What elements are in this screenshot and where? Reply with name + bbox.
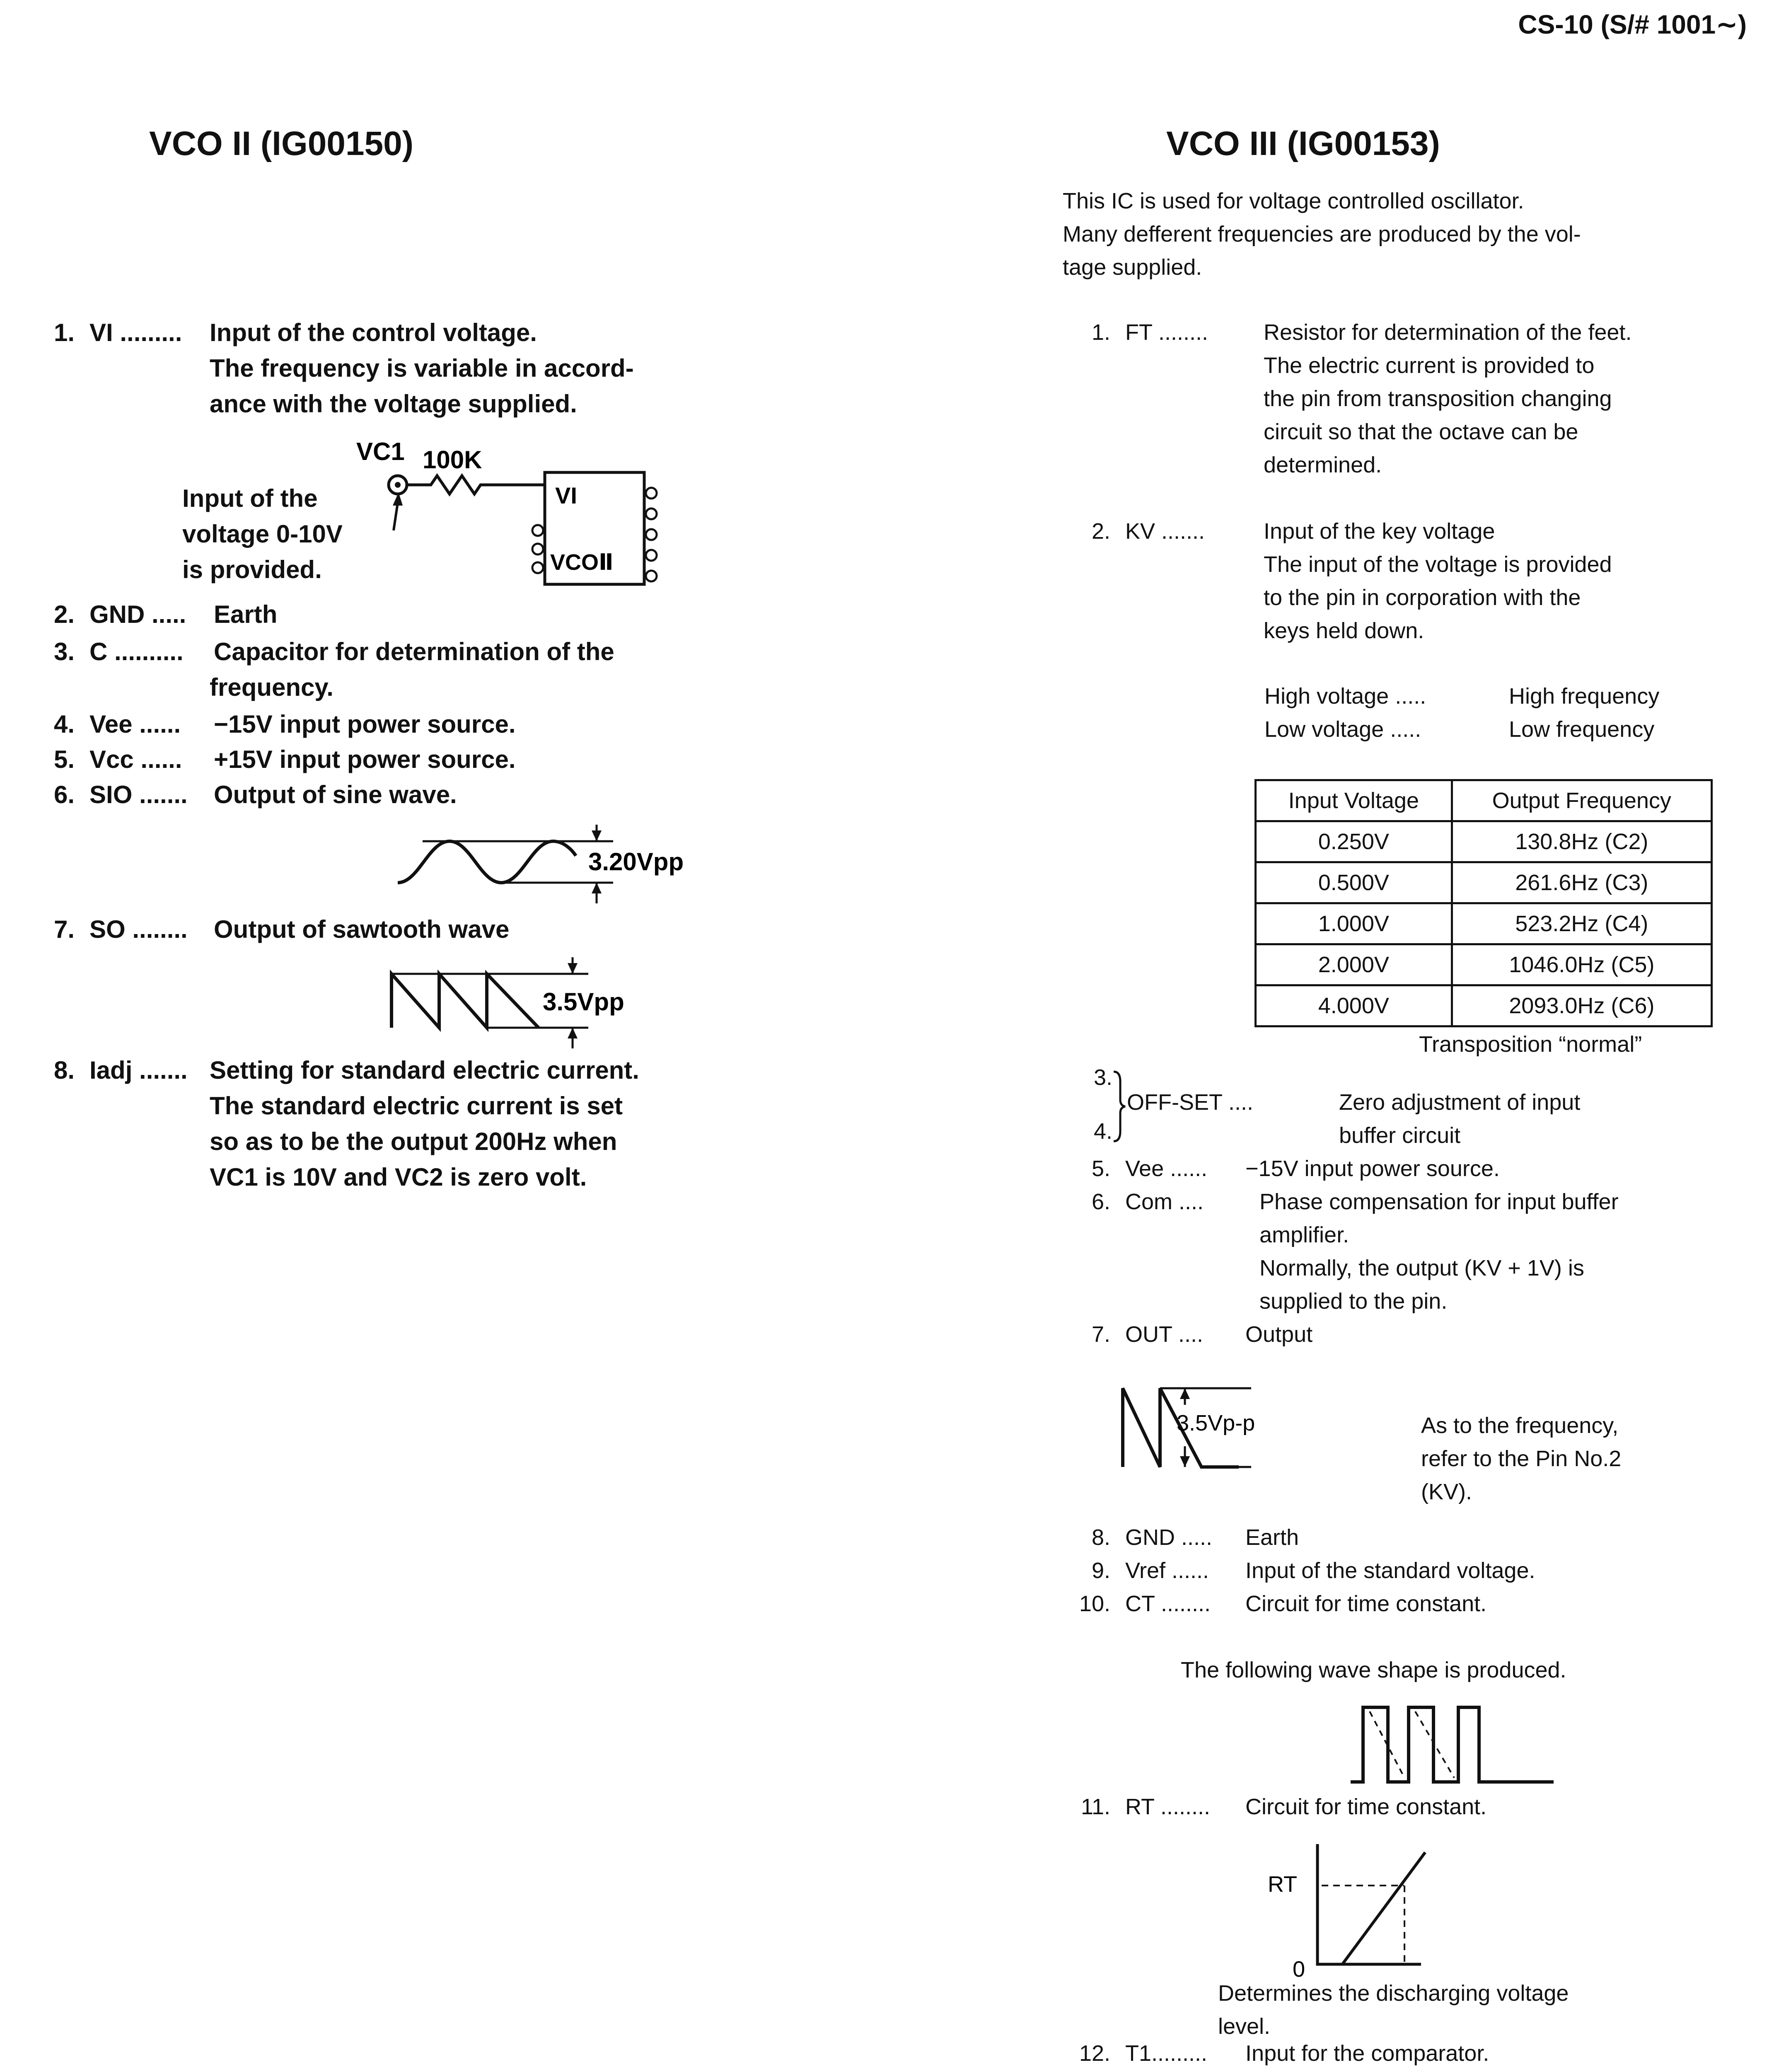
sine-wave-diagram xyxy=(389,825,721,916)
wave-shape-note: The following wave shape is produced. xyxy=(1181,1658,1566,1682)
table-row: 0.250V 130.8Hz (C2) xyxy=(1256,821,1712,862)
offset-brace xyxy=(1111,1069,1128,1144)
chip-name-label: VCOⅡ xyxy=(550,550,614,575)
vco3-pin-6-desc: Phase compensation for input buffer amplifier. Normally, the output (KV + 1V) is supplied to the pin. xyxy=(1259,1189,1619,1314)
input-voltage-note: Input of the voltage 0-10V is provided. xyxy=(182,484,343,583)
table-header-row xyxy=(1256,780,1712,821)
table-row: 2.000V 1046.0Hz (C5) xyxy=(1256,944,1712,985)
table-row: 0.500V 261.6Hz (C3) xyxy=(1256,862,1712,903)
rt-graph xyxy=(1259,1840,1491,1981)
vco2-pin-3-desc-2: frequency. xyxy=(210,673,334,701)
vco2-pin-1-desc: Input of the control voltage. The frequency is variable in accord- ance with the voltage supplied. xyxy=(210,319,634,418)
vco2-pin-1: 1. VI ......... xyxy=(53,319,182,346)
vco3-pin-7: 7. OUT .... Output xyxy=(1091,1322,1313,1347)
vco3-pin-12: 12. T1......... Input for the comparator. xyxy=(1079,2041,1489,2066)
sawtooth-amplitude-label: 3.5Vpp xyxy=(543,988,624,1016)
rt-axis-label: RT xyxy=(1268,1872,1298,1897)
vco3-pin-11: 11. RT ........ Circuit for time constant. xyxy=(1080,1794,1487,1819)
vco2-pin-8-desc: Setting for standard electric current. The standard electric current is set so as to be the output 200Hz when VC1 is 10V and VC2 is zero volt. xyxy=(210,1056,639,1191)
vc1-label: VC1 xyxy=(356,438,405,465)
vco3-pin-1: 1. FT ........ xyxy=(1091,320,1209,345)
vco2-pin-6: 6. SIO ....... Output of sine wave. xyxy=(53,781,457,808)
vco2-pin-5: 5. Vcc ...... +15V input power source. xyxy=(53,746,516,773)
sine-amplitude-label: 3.20Vpp xyxy=(588,848,684,876)
table-row: 4.000V 2093.0Hz (C6) xyxy=(1256,985,1712,1026)
resistor-label: 100K xyxy=(423,446,482,474)
offset-name: OFF-SET .... xyxy=(1127,1090,1254,1115)
vco3-pin-6: 6. Com .... xyxy=(1091,1189,1204,1214)
vco2-pin-4: 4. Vee ...... −15V input power source. xyxy=(53,710,516,738)
vco2-input-circuit xyxy=(348,431,688,588)
high-low-voltage: High voltage ..... High frequency Low voltage ..... Low frequency xyxy=(1264,684,1660,742)
vco3-title: VCO III (IG00153) xyxy=(1166,125,1440,162)
out-frequency-note: As to the frequency, refer to the Pin No.2 (KV). xyxy=(1421,1413,1622,1504)
vco3-pin-12-line2 xyxy=(1259,2070,1603,2072)
vco3-pin-2: 2. KV ....... xyxy=(1091,519,1205,544)
vco3-pin-9: 9. Vref ...... Input of the standard voltage. xyxy=(1091,1558,1535,1583)
chip-pin-vi-label: VI xyxy=(555,482,577,508)
table-header: Output Frequency xyxy=(1452,780,1711,821)
vco3-pin-1-desc: Resistor for determination of the feet. The electric current is provided to the pin from transposition changing circuit so that the octave can be determined. xyxy=(1264,320,1632,477)
offset-num-3: 3. xyxy=(1094,1065,1113,1090)
vco2-title: VCO II (IG00150) xyxy=(149,125,414,162)
rt-note: Determines the discharging voltage level. xyxy=(1218,1981,1569,2039)
vco3-pin-5: 5. Vee ...... −15V input power source. xyxy=(1091,1156,1500,1181)
zero-axis-label: 0 xyxy=(1293,1957,1305,1981)
pulse-wave-diagram xyxy=(1346,1695,1570,1786)
vco3-intro: This IC is used for voltage controlled oscillator. Many defferent frequencies are produced by the vol- tage supplied. xyxy=(1063,189,1581,280)
vco2-pin-7: 7. SO ........ Output of sawtooth wave xyxy=(53,915,510,943)
vco2-pin-8: 8. Iadj ....... xyxy=(53,1056,188,1084)
out-amplitude-label: 3.5Vp-p xyxy=(1177,1411,1255,1435)
offset-num-4: 4. xyxy=(1094,1119,1113,1144)
sawtooth-wave-diagram xyxy=(385,957,717,1053)
vco3-pin-10: 10. CT ........ Circuit for time constant. xyxy=(1079,1591,1487,1616)
vco3-pin-2-desc: Input of the key voltage The input of the voltage is provided to the pin in corporation with the keys held down. xyxy=(1264,519,1612,643)
page-header-model: CS-10 (S/# 1001∼) xyxy=(1518,10,1747,39)
resistor-100k xyxy=(407,476,545,494)
voltage-frequency-table xyxy=(1254,779,1713,1027)
vco3-pin-8: 8. GND ..... Earth xyxy=(1091,1525,1299,1550)
offset-desc: Zero adjustment of input buffer circuit xyxy=(1339,1090,1581,1148)
table-row: 1.000V 523.2Hz (C4) xyxy=(1256,903,1712,944)
vco2-pin-3: 3. C .......... Capacitor for determination of the xyxy=(53,638,614,666)
vco2-pin-2: 2. GND ..... Earth xyxy=(53,600,278,628)
out-wave-diagram xyxy=(1114,1376,1371,1475)
table-header: Input Voltage xyxy=(1256,780,1452,821)
table-caption: Transposition “normal” xyxy=(1419,1032,1642,1057)
